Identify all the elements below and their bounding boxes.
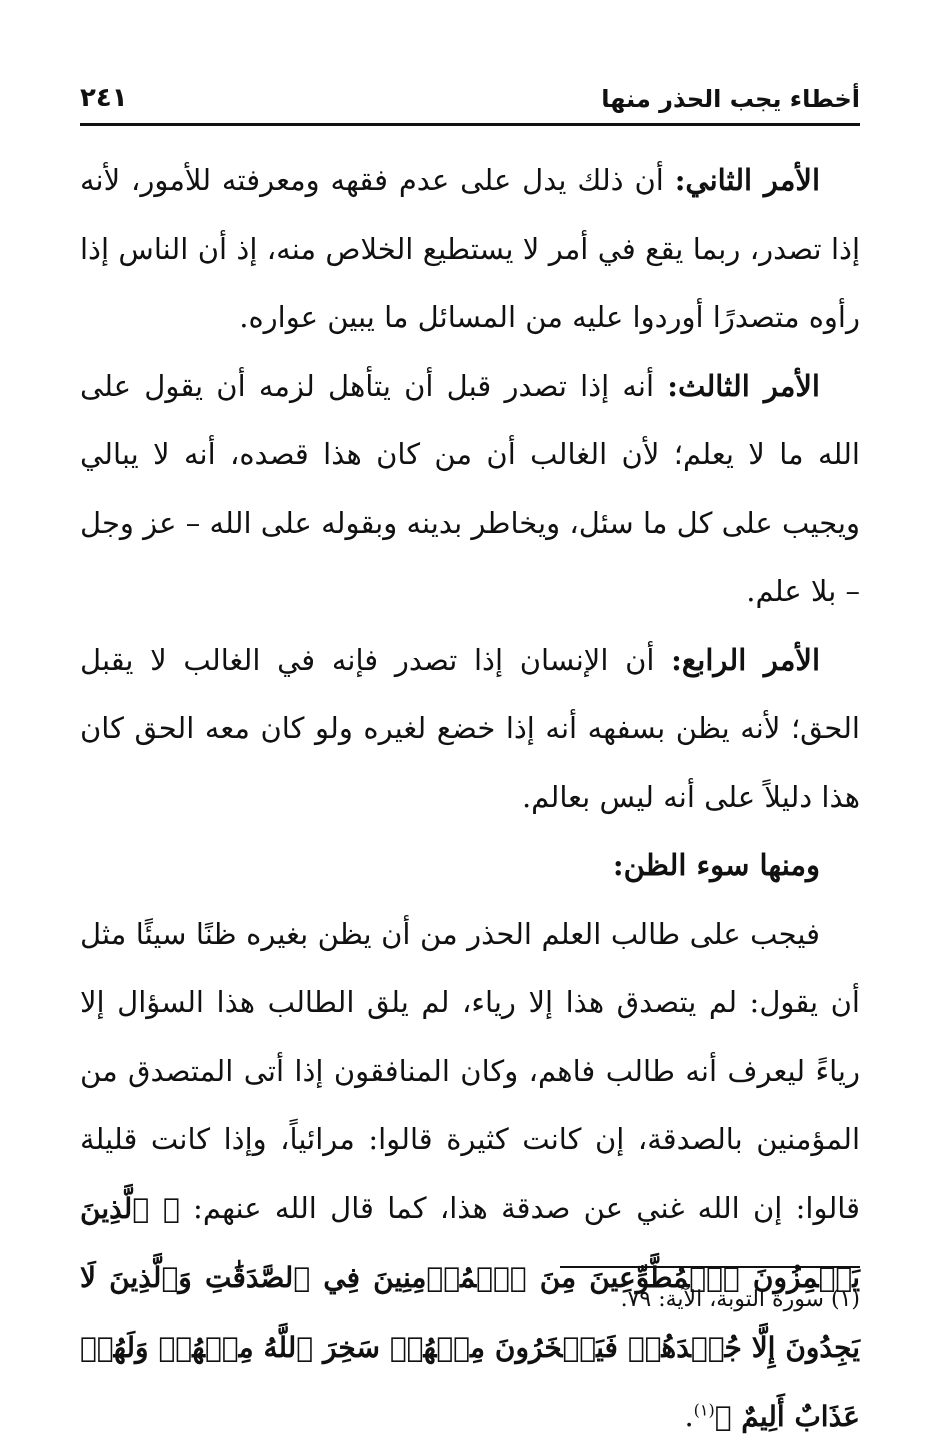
footnote: (١) سورة التوبة، الآية: ٧٩. (620, 1287, 860, 1312)
quran-verse: ﴿ ٱلَّذِينَ يَلۡمِزُونَ ٱلۡمُطَّوِّعِينَ مِنَ ٱلۡمُؤۡمِنِينَ فِي ٱلصَّدَقَٰتِ وَٱلَّذِينَ لَا يَجِدُونَ إِلَّا جُهۡدَهُمۡ فَيَسۡخَرُونَ مِنۡهُمۡ سَخِرَ ٱللَّهُ مِنۡهُمۡ وَلَهُمۡ عَذَابٌ أَلِيمٌ ﴾ (80, 1191, 860, 1433)
running-title: أخطاء يجب الحذر منها (601, 85, 860, 113)
footnote-rule (560, 1266, 860, 1268)
paragraph-suspicion (80, 900, 860, 1452)
page-number: ٢٤١ (80, 83, 128, 113)
section-subheading: ومنها سوء الظن: (612, 848, 820, 882)
paragraph-second-matter (80, 146, 860, 352)
paragraph-lead: الأمر الرابع: (671, 642, 821, 677)
paragraph-text: أن الإنسان إذا تصدر فإنه في الغالب لا يقبل الحق؛ لأنه يظن بسفهه أنه إذا خضع لغيره ولو كان معه الحق كان هذا دليلاً على أنه ليس بعالم. (80, 642, 860, 814)
body-text (80, 146, 860, 1452)
paragraph-text: أن ذلك يدل على عدم فقهه ومعرفته للأمور، لأنه إذا تصدر، ربما يقع في أمر لا يستطيع الخلاص منه، إذ أن الناس إذا رأوه متصدرًا أوردوا عليه من المسائل ما يبين عواره. (80, 163, 860, 334)
paragraph-text: فيجب على طالب العلم الحذر من أن يظن بغيره ظنًا سيئًا مثل أن يقول: لم يتصدق هذا إلا رياء، لم يلق الطالب هذا السؤال إلا رياءً ليعرف أنه طالب فاهم، وكان المنافقون إذا أتى المتصدق من المؤمنين بالصدقة، إن كانت كثيرة قالوا: مرائياً، وإذا كانت قليلة قالوا: إن الله غني عن صدقة هذا، كما قال الله عنهم: (80, 916, 860, 1225)
page-header (80, 80, 860, 120)
paragraph-text: أنه إذا تصدر قبل أن يتأهل لزمه أن يقول على الله ما لا يعلم؛ لأن الغالب أن من كان هذا قصده، أنه لا يبالي ويجيب على كل ما سئل، ويخاطر بدينه وبقوله على الله – عز وجل – بلا علم. (80, 368, 860, 608)
paragraph-fourth-matter (80, 626, 860, 832)
paragraph-lead: الأمر الثالث: (667, 368, 820, 403)
paragraph-end: . (684, 1399, 694, 1433)
paragraph-third-matter (80, 352, 860, 626)
footnote-marker: (١) (693, 1400, 715, 1420)
header-rule (80, 123, 860, 126)
paragraph-lead: الأمر الثاني: (674, 163, 821, 197)
